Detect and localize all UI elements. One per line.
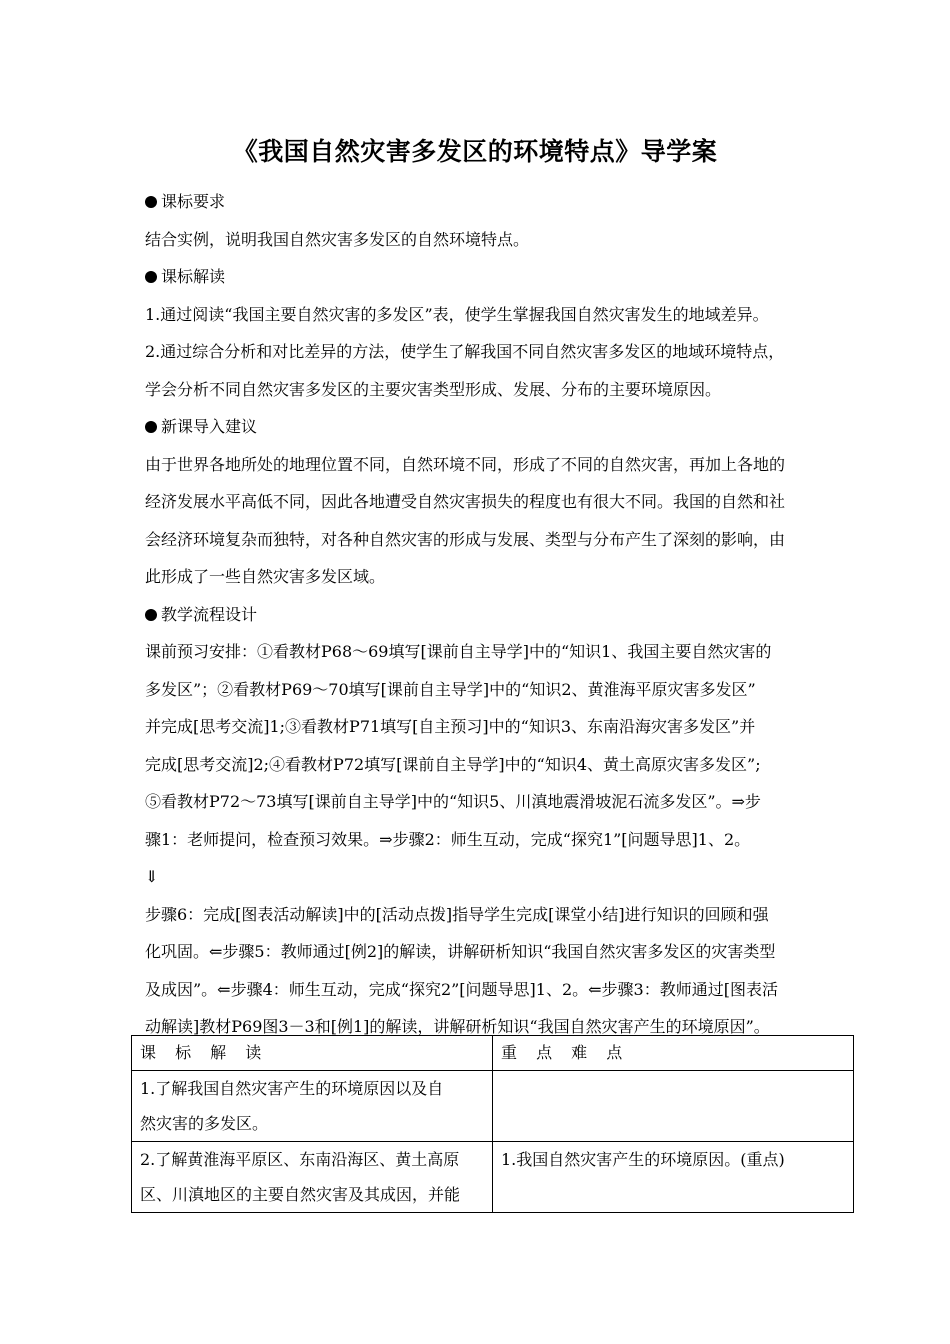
paragraph-line: 2.通过综合分析和对比差异的方法，使学生了解我国不同自然灾害多发区的地域环境特点， (145, 342, 785, 361)
paragraph-line: 此形成了一些自然灾害多发区域。 (145, 567, 386, 586)
table-cell: 1.我国自然灾害产生的环境原因。(重点) (493, 1142, 854, 1213)
section-heading-lesson-intro: 新课导入建议 (145, 408, 817, 446)
paragraph-line: 及成因”。⇐步骤4：师生互动，完成“探究2”[问题导思]1、2。⇐步骤3：教师通过[图表活 (145, 979, 778, 999)
paragraph-line: 骤1：老师提问，检查预习效果。⇒步骤2：师生互动，完成“探究1”[问题导思]1、2。 (145, 829, 751, 849)
bullet-icon (145, 196, 157, 208)
paragraph-line: 步骤6：完成[图表活动解读]中的[活动点拨]指导学生完成[课堂小结]进行知识的回顾和强 (145, 904, 769, 924)
table-header-cell: 课 标 解 读 (132, 1036, 493, 1071)
page-title: 《我国自然灾害多发区的环境特点》导学案 (232, 137, 718, 166)
table-cell: 2.了解黄淮海平原区、东南沿海区、黄土高原 区、川滇地区的主要自然灾害及其成因，并能 (132, 1142, 493, 1213)
section-heading-teaching-flow: 教学流程设计 (145, 596, 817, 634)
paragraph-line: 由于世界各地所处的地理位置不同，自然环境不同，形成了不同的自然灾害，再加上各地的 (145, 454, 786, 474)
paragraph-line: 并完成[思考交流]1;③看教材P71填写[自主预习]中的“知识3、东南沿海灾害多发区”并 (145, 717, 756, 736)
paragraph-line: 化巩固。⇐步骤5：教师通过[例2]的解读，讲解研析知识“我国自然灾害多发区的灾害类型 (145, 942, 776, 961)
paragraph-line: 多发区”；②看教材P69～70填写[课前自主导学]中的“知识2、黄淮海平原灾害多发区” (145, 679, 756, 699)
down-arrow-line: ⇓ (145, 867, 159, 886)
bullet-icon (145, 421, 157, 433)
table-row (132, 1142, 854, 1213)
document-body (145, 183, 817, 1046)
table-row (132, 1071, 854, 1142)
bullet-icon (145, 609, 157, 621)
section-heading-interpretation: 课标解读 (145, 258, 817, 296)
paragraph-line: 结合实例，说明我国自然灾害多发区的自然环境特点。 (145, 229, 530, 249)
paragraph-line: 1.通过阅读“我国主要自然灾害的多发区”表，使学生掌握我国自然灾害发生的地域差异。 (145, 304, 769, 324)
objectives-table (131, 1035, 819, 1213)
table-header-cell: 重 点 难 点 (493, 1036, 854, 1071)
paragraph-line: 完成[思考交流]2;④看教材P72填写[课前自主导学]中的“知识4、黄土高原灾害多发区”; (145, 754, 761, 774)
paragraph-line: 会经济环境复杂而独特，对各种自然灾害的形成与发展、类型与分布产生了深刻的影响，由 (145, 529, 786, 549)
table-header-row (132, 1036, 854, 1071)
table-cell: 1.了解我国自然灾害产生的环境原因以及自 然灾害的多发区。 (132, 1071, 493, 1142)
paragraph-line: 动解读]教材P69图3－3和[例1]的解读，讲解研析知识“我国自然灾害产生的环境原因”。 (145, 1017, 770, 1036)
section-heading-standards: 课标要求 (145, 183, 817, 221)
paragraph-line: 经济发展水平高低不同，因此各地遭受自然灾害损失的程度也有很大不同。我国的自然和社 (145, 492, 786, 511)
paragraph-line: 学会分析不同自然灾害多发区的主要灾害类型形成、发展、分布的主要环境原因。 (145, 379, 722, 399)
bullet-icon (145, 271, 157, 283)
paragraph-line: ⑤看教材P72～73填写[课前自主导学]中的“知识5、川滇地震滑坡泥石流多发区”。⇒步 (145, 792, 761, 811)
table-cell (493, 1071, 854, 1142)
paragraph-line: 课前预习安排：①看教材P68～69填写[课前自主导学]中的“知识1、我国主要自然灾害的 (145, 642, 772, 661)
